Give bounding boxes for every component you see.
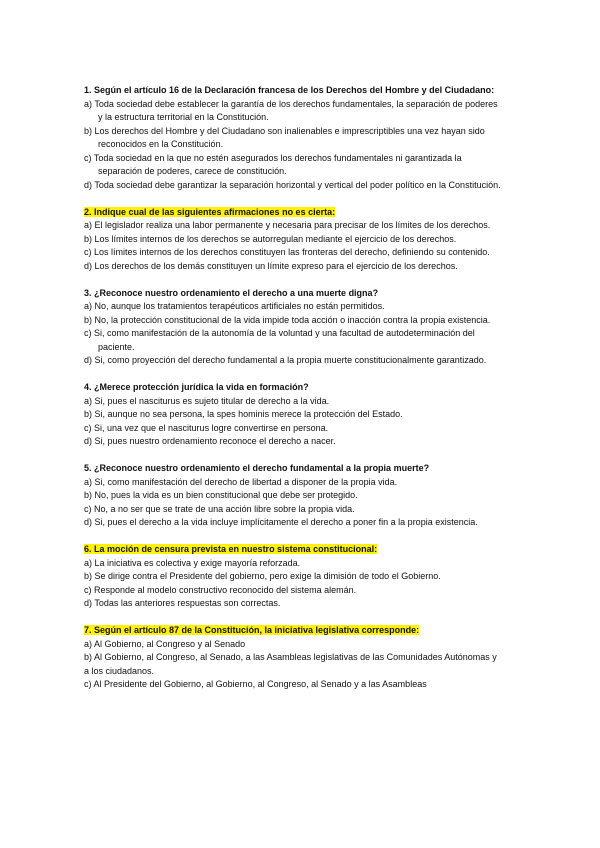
option-c: c) Toda sociedad en la que no estén asegurados los derechos fundamentales ni garantizada la separación de poderes, carece de constitución. bbox=[84, 152, 462, 176]
question-4 bbox=[84, 381, 502, 449]
option-a: a) La iniciativa es colectiva y exige mayoría reforzada. bbox=[84, 557, 301, 568]
option-c: c) Si, como manifestación de la autonomía de la voluntad y una facultad de autodeterminación del paciente. bbox=[84, 328, 475, 352]
question-3 bbox=[84, 287, 502, 368]
question-title bbox=[84, 624, 502, 638]
option-b: b) Se dirige contra el Presidente del gobierno, pero exige la dimisión de todo el Gobierno. bbox=[84, 571, 441, 581]
option-d: d) Si, pues nuestro ordenamiento reconoce el derecho a nacer. bbox=[84, 436, 336, 446]
option-a: a) No, aunque los tratamientos terapéuticos artificiales no están permitidos. bbox=[84, 301, 385, 311]
question-5 bbox=[84, 462, 502, 530]
option-a: a) Si, pues el nasciturus es sujeto titular de derecho a la vida. bbox=[84, 395, 330, 406]
highlighted-title: 7. Según el artículo 87 de la Constitución, la iniciativa legislativa corresponde: bbox=[84, 625, 420, 635]
question-2 bbox=[84, 206, 502, 274]
option-b: b) Si, aunque no sea persona, la spes hominis merece la protección del Estado. bbox=[84, 409, 403, 419]
option-d: d) Los derechos de los demás constituyen un límite expreso para el ejercicio de los derechos. bbox=[84, 260, 458, 271]
option-b: b) Al Gobierno, al Congreso, al Senado, a las Asambleas legislativas de las Comunidades Autónomas y a los ciudadanos. bbox=[84, 652, 497, 676]
option-a: a) Si, como manifestación del derecho de libertad a disponer de la propia vida. bbox=[84, 476, 398, 487]
question-title: 4. ¿Merece protección jurídica la vida en formación? bbox=[84, 382, 309, 392]
option-d: d) Si, pues el derecho a la vida incluye implícitamente el derecho a poner fin a la propia existencia. bbox=[84, 517, 478, 527]
option-a: a) El legislador realiza una labor permanente y necesaria para precisar de los límites de los derechos. bbox=[84, 220, 491, 230]
question-title bbox=[84, 543, 502, 557]
highlighted-title: 2. Indique cual de las siguientes afirmaciones no es cierta: bbox=[84, 206, 336, 217]
highlighted-title: 6. La moción de censura prevista en nuestro sistema constitucional: bbox=[84, 544, 378, 554]
question-title: 5. ¿Reconoce nuestro ordenamiento el derecho fundamental a la propia muerte? bbox=[84, 463, 430, 473]
option-d: d) Toda sociedad debe garantizar la separación horizontal y vertical del poder político en la Constitución. bbox=[84, 179, 501, 190]
option-d: d) Si, como proyección del derecho fundamental a la propia muerte constitucionalmente garantizado. bbox=[84, 355, 487, 365]
option-b: b) No, pues la vida es un bien constitucional que debe ser protegido. bbox=[84, 490, 358, 500]
option-a: a) Toda sociedad debe establecer la garantía de los derechos fundamentales, la separación de poderes y la estructura territorial en la Constitución. bbox=[84, 98, 498, 122]
option-c: c) No, a no ser que se trate de una acción libre sobre la propia vida. bbox=[84, 503, 355, 514]
option-b: b) Los límites internos de los derechos se autorregulan mediante el ejercicio de los derechos. bbox=[84, 233, 457, 244]
option-b: b) Los derechos del Hombre y del Ciudadano son inalienables e imprescriptibles una vez hayan sido reconocidos en la Constitución. bbox=[84, 125, 485, 149]
option-c: c) Al Presidente del Gobierno, al Gobierno, al Congreso, al Senado y a las Asambleas bbox=[84, 679, 427, 689]
question-1 bbox=[84, 84, 502, 192]
option-c: c) Los límites internos de los derechos constituyen las fronteras del derecho, definiendo su contenido. bbox=[84, 247, 490, 257]
question-7 bbox=[84, 624, 502, 692]
question-title: 1. Según el artículo 16 de la Declaración francesa de los Derechos del Hombre y del Ciudadano: bbox=[84, 85, 495, 95]
option-d: d) Todas las anteriores respuestas son correctas. bbox=[84, 598, 281, 608]
option-a: a) Al Gobierno, al Congreso y al Senado bbox=[84, 638, 246, 649]
option-c: c) Responde al modelo constructivo reconocido del sistema alemán. bbox=[84, 584, 357, 595]
question-title bbox=[84, 206, 502, 220]
option-c: c) Si, una vez que el nasciturus logre convertirse en persona. bbox=[84, 422, 329, 433]
document-page bbox=[84, 84, 502, 705]
option-b: b) No, la protección constitucional de la vida impide toda acción o inacción contra la propia existencia. bbox=[84, 314, 491, 325]
question-title: 3. ¿Reconoce nuestro ordenamiento el derecho a una muerte digna? bbox=[84, 287, 379, 298]
question-6 bbox=[84, 543, 502, 611]
